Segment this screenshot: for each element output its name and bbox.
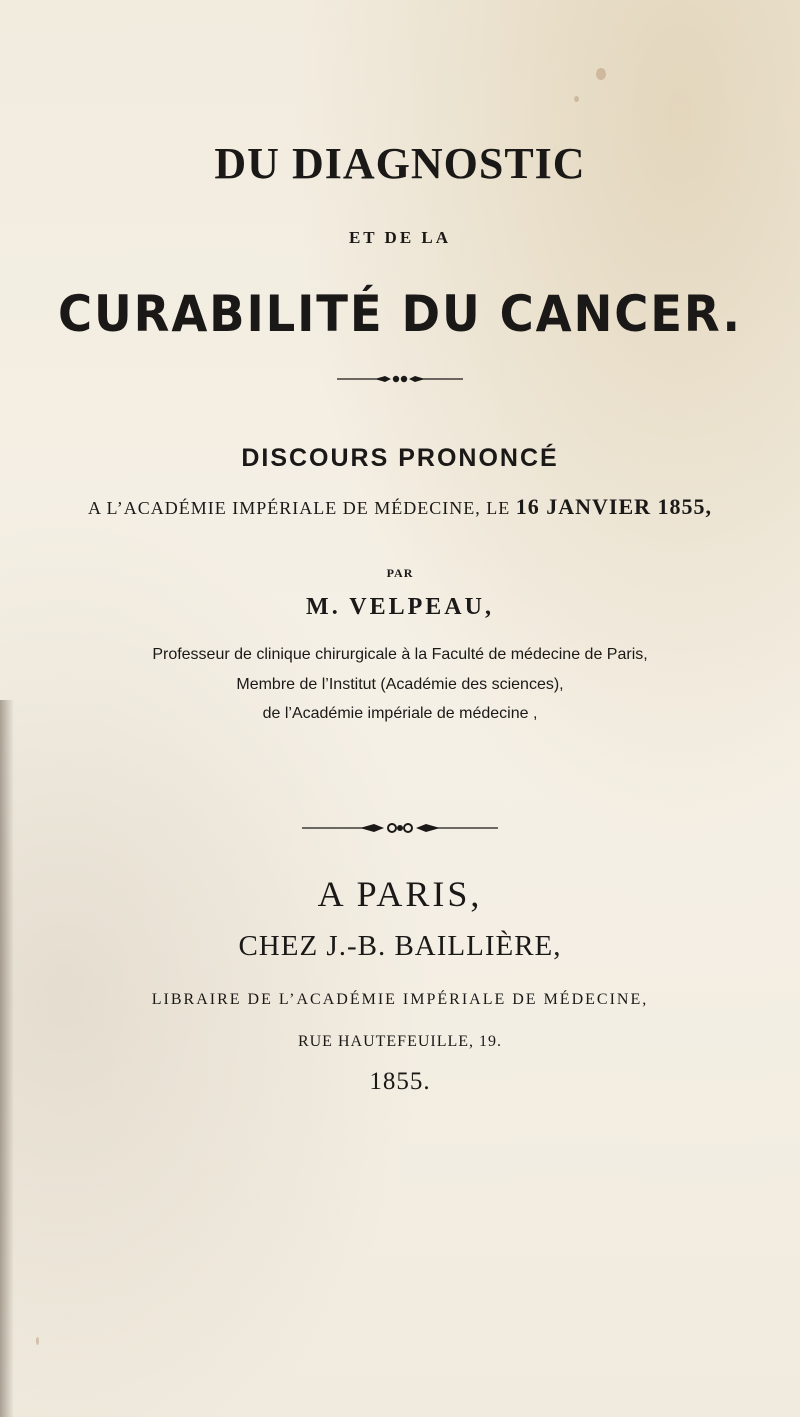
paper-stain <box>596 68 606 80</box>
printer-ornament-bottom <box>300 820 500 836</box>
imprint-year: 1855. <box>369 1068 431 1095</box>
title-line-1: DU DIAGNOSTIC <box>214 139 586 188</box>
subtitle: DISCOURS PRONONCÉ <box>241 444 559 472</box>
title-line-3: CURABILITÉ DU CANCER. <box>58 285 742 343</box>
author-title-3: de l’Académie impériale de médecine , <box>262 705 538 722</box>
imprint-address: RUE HAUTEFEUILLE, 19. <box>297 1033 503 1050</box>
author-title-2: Membre de l’Institut (Académie des sciences), <box>236 676 564 693</box>
imprint-city: A PARIS, <box>317 874 483 914</box>
imprint-publisher: CHEZ J.-B. BAILLIÈRE, <box>238 930 562 962</box>
author-title-1: Professeur de clinique chirurgicale à la Faculté de médecine de Paris, <box>152 646 648 663</box>
by-label: PAR <box>386 566 414 580</box>
imprint-publisher-role: LIBRAIRE DE L’ACADÉMIE IMPÉRIALE DE MÉDECINE, <box>151 991 649 1008</box>
paper-stain <box>574 96 579 102</box>
printer-ornament-top <box>335 372 465 386</box>
occasion-prefix: A L’ACADÉMIE IMPÉRIALE DE MÉDECINE, LE <box>87 498 516 518</box>
occasion-date: 16 JANVIER 1855, <box>515 494 713 519</box>
occasion-line <box>0 494 800 520</box>
paper-stain <box>36 1337 39 1345</box>
page-edge-shadow <box>0 700 14 1417</box>
author-name: M. VELPEAU, <box>306 594 494 620</box>
title-line-2: ET DE LA <box>348 228 452 247</box>
